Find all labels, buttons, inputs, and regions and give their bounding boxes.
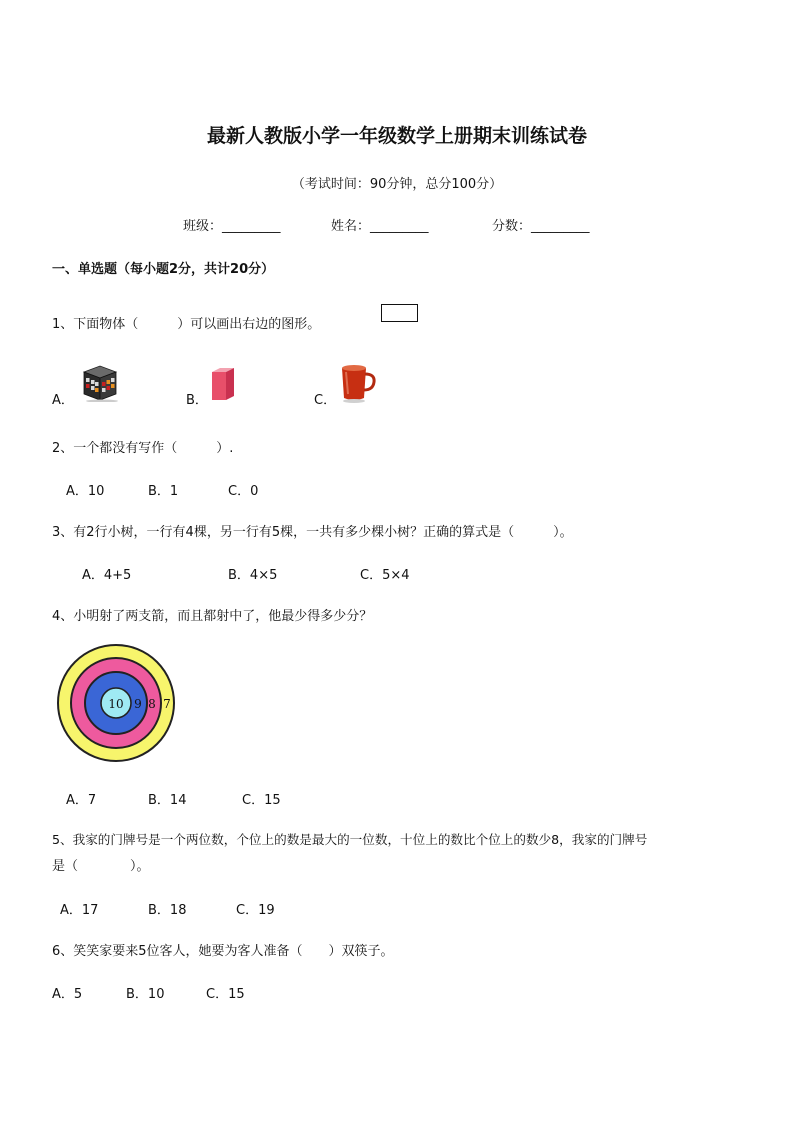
- rectangle-figure: [381, 304, 418, 322]
- q3-option-c: C．5×4: [360, 568, 410, 583]
- q4-option-c: C．15: [242, 793, 281, 808]
- target-ring-10: 10: [108, 697, 124, 711]
- q3-option-b: B．4×5: [228, 568, 278, 583]
- class-field: 班级：_________: [183, 219, 281, 234]
- q2-option-b: B．1: [148, 484, 179, 499]
- pink-cuboid-icon: [208, 366, 238, 402]
- question-3: 3、有2行小树，一行有4棵，另一行有5棵，一共有多少棵小树？正确的算式是（ ）。: [52, 525, 573, 540]
- q1-option-a: A．: [52, 393, 74, 408]
- red-mug-icon: [338, 362, 378, 404]
- q1-option-c: C．: [314, 393, 337, 408]
- question-6: 6、笑笑家要来5位客人，她要为客人准备（ ）双筷子。: [52, 944, 394, 959]
- q6-option-c: C．15: [206, 987, 245, 1002]
- q1-option-b: B．: [186, 393, 208, 408]
- q6-option-a: A．5: [52, 987, 83, 1002]
- question-5-line-2: 是（ ）。: [52, 859, 150, 874]
- target-ring-8: 8: [148, 697, 156, 711]
- q5-option-c: C．19: [236, 903, 275, 918]
- q2-option-c: C．0: [228, 484, 259, 499]
- question-2: 2、一个都没有写作（ ）.: [52, 441, 234, 456]
- q5-option-b: B．18: [148, 903, 187, 918]
- score-field: 分数：_________: [492, 219, 590, 234]
- q2-option-a: A．10: [66, 484, 105, 499]
- archery-target: [55, 642, 177, 764]
- target-ring-7: 7: [163, 697, 171, 711]
- name-field: 姓名：_________: [331, 219, 429, 234]
- question-5-line-1: 5、我家的门牌号是一个两位数，个位上的数是最大的一位数，十位上的数比个位上的数少8，我家的门牌号: [52, 832, 648, 847]
- question-4: 4、小明射了两支箭，而且都射中了，他最少得多少分？: [52, 609, 373, 624]
- q4-option-b: B．14: [148, 793, 187, 808]
- q6-option-b: B．10: [126, 987, 165, 1002]
- q4-option-a: A．7: [66, 793, 97, 808]
- exam-title: 最新人教版小学一年级数学上册期末训练试卷: [206, 125, 587, 147]
- target-ring-9: 9: [134, 697, 142, 711]
- section-heading: 一、单选题（每小题2分，共计20分）: [52, 262, 275, 277]
- question-1: 1、下面物体（ ）可以画出右边的图形。: [52, 317, 321, 332]
- rubiks-cube-icon: [80, 362, 120, 402]
- exam-subtitle: （考试时间：90分钟，总分100分）: [291, 177, 503, 192]
- q5-option-a: A．17: [60, 903, 99, 918]
- q3-option-a: A．4+5: [82, 568, 132, 583]
